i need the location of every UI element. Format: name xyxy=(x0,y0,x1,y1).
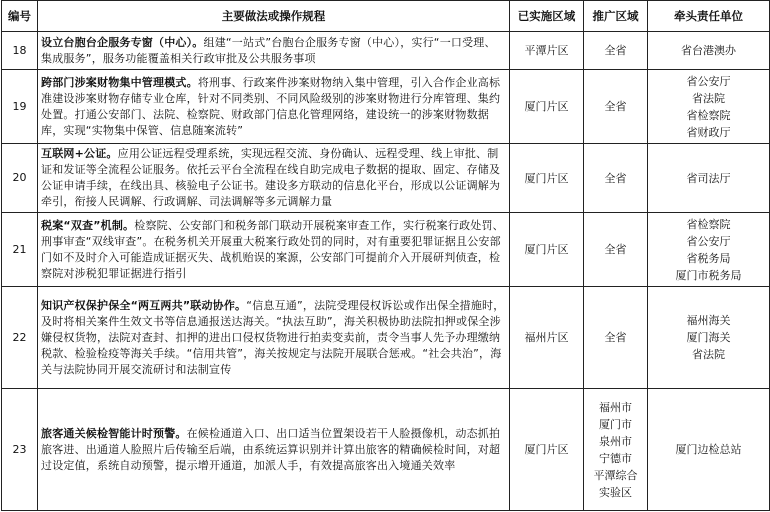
table-row xyxy=(2,389,770,511)
lead-unit-cell xyxy=(648,389,770,511)
implemented-region: 厦门片区 xyxy=(524,243,569,256)
row-number: 19 xyxy=(2,70,38,144)
implemented-region: 福州片区 xyxy=(524,331,569,344)
lead-unit: 福州海关 xyxy=(686,314,731,327)
measure-title: 设立台胞台企服务专窗（中心）。 xyxy=(41,35,204,49)
measure-cell xyxy=(38,213,510,287)
lead-unit-cell xyxy=(648,213,770,287)
promote-region: 平潭综合 xyxy=(593,468,638,482)
header-promote: 推广区域 xyxy=(584,1,648,32)
lead-unit: 省税务局 xyxy=(686,251,731,265)
promote-region-cell xyxy=(584,144,648,213)
table-row xyxy=(2,70,770,144)
lead-unit: 厦门海关 xyxy=(686,331,731,344)
measure-title: 跨部门涉案财物集中管理模式。 xyxy=(41,75,198,89)
table-row xyxy=(2,287,770,389)
lead-unit: 省司法厅 xyxy=(686,171,731,185)
lead-unit: 厦门边检总站 xyxy=(675,443,742,456)
promote-region-cell xyxy=(584,213,648,287)
measure-cell xyxy=(38,32,510,70)
measure-cell xyxy=(38,70,510,144)
promote-region: 全省 xyxy=(604,100,627,113)
lead-unit-cell xyxy=(648,144,770,213)
implemented-region: 厦门片区 xyxy=(524,171,569,185)
implemented-region: 厦门片区 xyxy=(524,100,569,113)
implemented-region-cell xyxy=(510,287,584,389)
implemented-region-cell xyxy=(510,389,584,511)
promote-region: 全省 xyxy=(604,331,627,344)
lead-unit: 省检察院 xyxy=(686,217,731,231)
measure-cell xyxy=(38,287,510,389)
promote-region-cell xyxy=(584,70,648,144)
measure-body: 将刑事、行政案件涉案财物纳入集中管理，引入合作企业高标准建设涉案财物存储专业仓库，针对不同类别、不同风险级别的涉案财物进行分库管理、集约处置。打通公安部门、法院、检察院、财政部门信息化管理网络，建设统一的涉案财物数据库，实现“实物集中保管、信息随案流转” xyxy=(41,75,501,137)
table-row xyxy=(2,144,770,213)
promote-region: 全省 xyxy=(604,243,627,256)
header-lead: 牵头责任单位 xyxy=(648,1,770,32)
implemented-region-cell xyxy=(510,144,584,213)
lead-unit: 省法院 xyxy=(692,91,725,105)
promote-region: 泉州市 xyxy=(599,434,632,448)
promote-region: 福州市 xyxy=(599,400,632,414)
measure-body: 在候检通道入口、出口适当位置架设若干人脸摄像机，动态抓拍旅客进、出通道人脸照片后传输至后端，由系统运算识别并计算出旅客的精确候检时间，对超过设定值，系统自动预警，提示增开通道，加派人手，有效提高旅客出入境通关效率 xyxy=(41,426,501,472)
measure-body: 应用公证远程受理系统，实现远程交流、身份确认、远程受理、线上审批、制证和发证等全流程公证服务。依托云平台全流程在线自助完成电子数据的提取、固定、存储及公证申请手续，在线出具、核验电子公证书。建设多方联动的信息化平台，形成以公证调解为牵引，衔接人民调解、行政调解、司法调解等多元调解力量 xyxy=(41,147,501,208)
implemented-region: 平潭片区 xyxy=(524,44,569,57)
row-number: 21 xyxy=(2,213,38,287)
row-number: 20 xyxy=(2,144,38,213)
lead-unit: 省财政厅 xyxy=(686,125,731,139)
promote-region-cell xyxy=(584,287,648,389)
lead-unit-cell xyxy=(648,287,770,389)
table-row xyxy=(2,32,770,70)
measure-body: 组建“一站式”台胞台企服务专窗（中心），实行“一口受理、集成服务”，服务功能覆盖相关行政审批及公共服务事项 xyxy=(41,35,496,65)
promote-region: 厦门市 xyxy=(599,417,632,431)
row-number: 18 xyxy=(2,32,38,70)
table-row xyxy=(2,213,770,287)
measure-title: 旅客通关候检智能计时预警。 xyxy=(41,426,187,440)
promote-region-cell xyxy=(584,32,648,70)
lead-unit: 省台港澳办 xyxy=(681,44,736,57)
promote-region: 全省 xyxy=(604,171,627,185)
measure-title: 税案“双查”机制。 xyxy=(41,218,135,232)
measure-title: 知识产权保护保全“两互两共”联动协作。 xyxy=(41,298,247,312)
table-body xyxy=(2,32,770,511)
row-number: 23 xyxy=(2,389,38,511)
lead-unit: 厦门市税务局 xyxy=(675,268,742,282)
measure-body: “信息互通”，法院受理侵权诉讼或作出保全措施时，及时将相关案件生效文书等信息通报送达海关。“执法互助”，海关积极协助法院扣押或保全涉嫌侵权货物，法院对查封、扣押的进出口侵权货物进行拍卖变卖前，责令当事人先予办理缴纳税款、检验检疫等海关手续。“信用共管”，海关按规定与法院开展联合惩戒。“社会共治”，海关与法院协同开展交流研讨和法制宣传 xyxy=(41,298,505,376)
header-measure: 主要做法或操作规程 xyxy=(38,1,510,32)
lead-unit-cell xyxy=(648,70,770,144)
row-number: 22 xyxy=(2,287,38,389)
header-row xyxy=(2,1,770,32)
header-num: 编号 xyxy=(2,1,38,32)
implemented-region-cell xyxy=(510,70,584,144)
measures-table xyxy=(1,0,770,511)
measure-title: 互联网+公证。 xyxy=(41,147,118,160)
lead-unit: 省检察院 xyxy=(686,108,731,122)
implemented-region: 厦门片区 xyxy=(524,443,569,456)
promote-region: 全省 xyxy=(604,44,627,57)
promote-region-cell xyxy=(584,389,648,511)
implemented-region-cell xyxy=(510,32,584,70)
header-implemented: 已实施区域 xyxy=(510,1,584,32)
lead-unit: 省法院 xyxy=(692,348,725,361)
measure-cell xyxy=(38,144,510,213)
promote-region: 实验区 xyxy=(599,485,632,499)
measure-body: 检察院、公安部门和税务部门联动开展税案审查工作，实行税案行政处罚、刑事审查“双线审查”。在税务机关开展重大税案行政处罚的同时，对有重要犯罪证据且公安部门如不及时介入可能造成证据灭失、战机贻误的案源，公安部门可提前介入开展研判侦查，检察院对涉税犯罪证据进行指引 xyxy=(41,218,504,280)
lead-unit: 省公安厅 xyxy=(686,234,731,248)
measure-cell xyxy=(38,389,510,511)
lead-unit: 省公安厅 xyxy=(686,74,731,88)
implemented-region-cell xyxy=(510,213,584,287)
lead-unit-cell xyxy=(648,32,770,70)
promote-region: 宁德市 xyxy=(599,451,632,465)
